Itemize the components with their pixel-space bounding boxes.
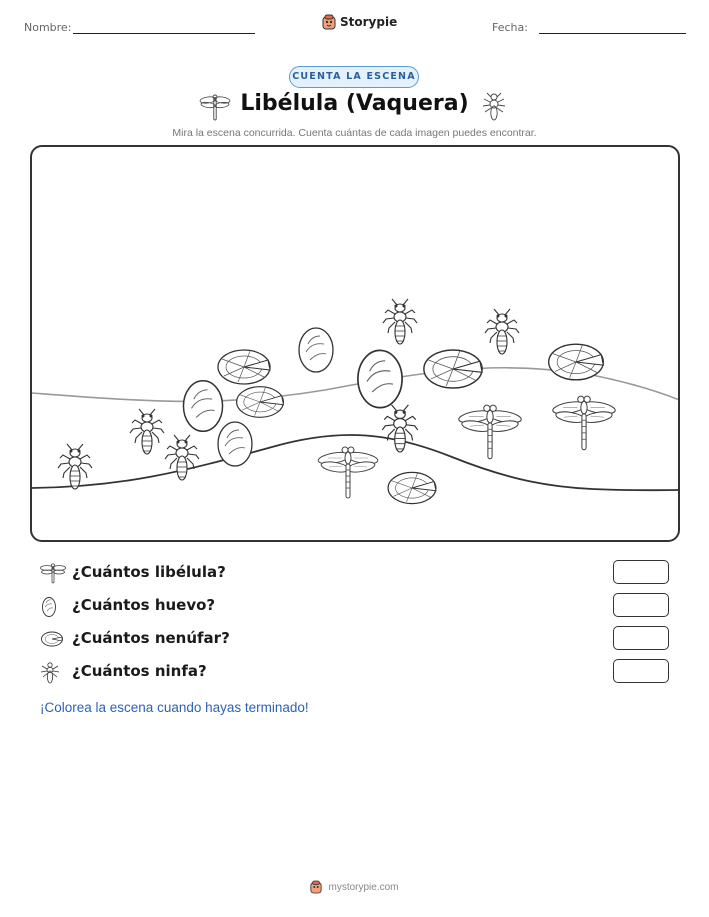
mascot-icon bbox=[322, 14, 336, 30]
page-title: Libélula (Vaquera) bbox=[240, 91, 469, 116]
answer-box-lily-pad[interactable] bbox=[613, 626, 669, 650]
date-field-line[interactable] bbox=[539, 33, 686, 34]
brand-logo bbox=[322, 14, 397, 30]
date-label: Fecha: bbox=[492, 21, 528, 34]
category-badge: CUENTA LA ESCENA bbox=[289, 66, 419, 88]
egg bbox=[299, 328, 333, 372]
dragonfly bbox=[458, 405, 522, 459]
question-lily-pad bbox=[40, 626, 670, 652]
lily-pad bbox=[237, 387, 284, 418]
question-text: ¿Cuántos ninfa? bbox=[72, 662, 207, 680]
dragonfly bbox=[317, 447, 378, 498]
count-scene bbox=[30, 145, 680, 542]
question-dragonfly bbox=[40, 560, 670, 586]
question-text: ¿Cuántos huevo? bbox=[72, 596, 216, 614]
egg bbox=[358, 350, 402, 407]
question-text: ¿Cuántos nenúfar? bbox=[72, 629, 230, 647]
nymph bbox=[485, 309, 519, 354]
egg-icon bbox=[40, 595, 66, 619]
egg bbox=[183, 381, 222, 432]
lily-pad bbox=[424, 350, 482, 388]
mascot-icon bbox=[310, 880, 322, 894]
footer bbox=[0, 880, 709, 894]
nymph bbox=[58, 444, 92, 489]
instructions-text: Mira la escena concurrida. Cuenta cuántas de cada imagen puedes encontrar. bbox=[172, 127, 537, 139]
nymph bbox=[383, 299, 417, 344]
question-text: ¿Cuántos libélula? bbox=[72, 563, 226, 581]
coloring-note: ¡Colorea la escena cuando hayas terminado! bbox=[40, 700, 309, 715]
answer-box-nymph[interactable] bbox=[613, 659, 669, 683]
lily-pad bbox=[549, 344, 604, 380]
nymph-icon bbox=[40, 661, 66, 685]
lily-pad-icon bbox=[40, 628, 66, 650]
answer-box-dragonfly[interactable] bbox=[613, 560, 669, 584]
nymph bbox=[130, 409, 164, 454]
footer-url[interactable]: mystorypie.com bbox=[328, 881, 399, 893]
name-label: Nombre: bbox=[24, 21, 72, 34]
lily-pad bbox=[218, 350, 270, 384]
answer-box-egg[interactable] bbox=[613, 593, 669, 617]
egg bbox=[218, 422, 252, 466]
question-nymph bbox=[40, 659, 670, 685]
lily-pad bbox=[388, 472, 436, 503]
nymph bbox=[382, 405, 418, 452]
dragonfly-icon bbox=[40, 562, 66, 584]
dragonfly bbox=[552, 396, 616, 450]
nymph-icon bbox=[481, 92, 507, 122]
brand-name: Storypie bbox=[340, 15, 398, 29]
question-egg bbox=[40, 593, 670, 619]
name-field-line[interactable] bbox=[73, 33, 255, 34]
scene-illustration bbox=[32, 147, 680, 542]
